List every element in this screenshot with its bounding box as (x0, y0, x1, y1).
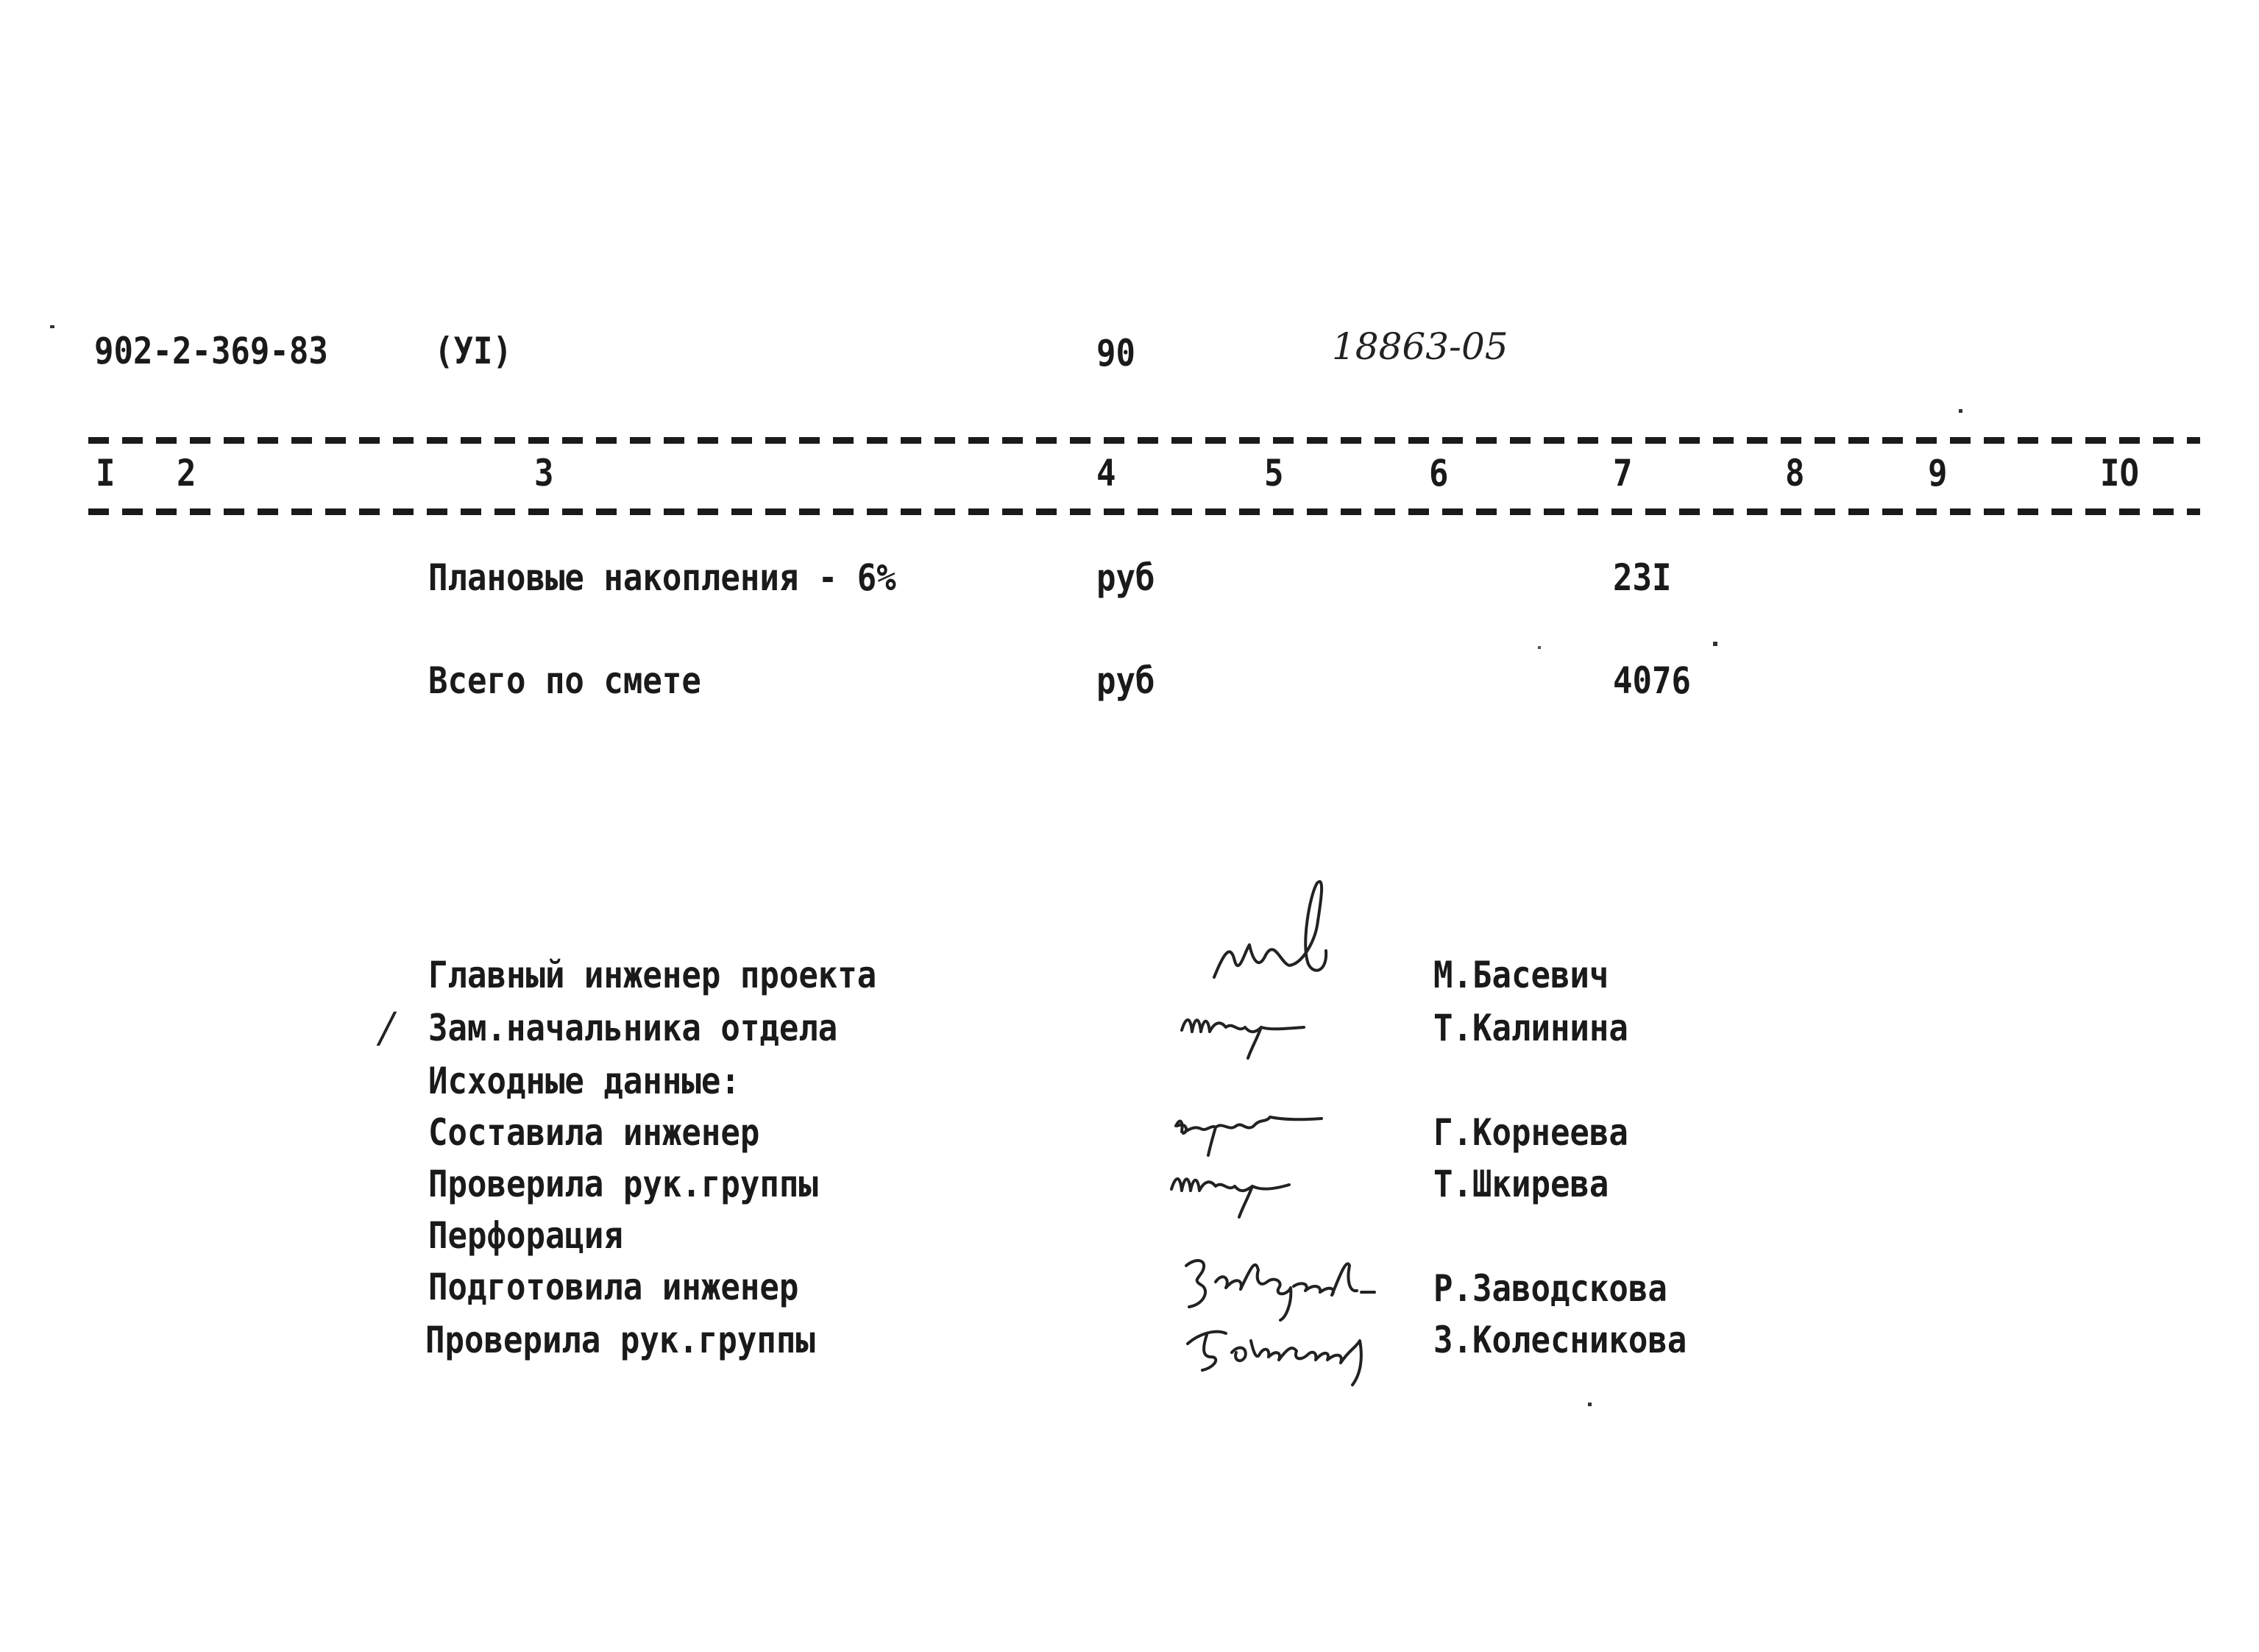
margin-mark: / (380, 1004, 394, 1052)
scan-speck (1538, 646, 1541, 649)
signature-role: Перфорация (428, 1214, 623, 1257)
signature-kalinina (1174, 998, 1322, 1064)
row-planned-savings-unit: руб (1096, 556, 1155, 599)
page-number: 90 (1096, 332, 1135, 375)
signature-role: Проверила рук.группы (428, 1163, 818, 1205)
signature-role: Исходные данные: (428, 1060, 740, 1102)
signature-role: Составила инженер (428, 1111, 760, 1154)
section-number: (УI) (434, 330, 512, 372)
scan-speck (50, 325, 54, 328)
signature-role: Зам.начальника отдела (428, 1007, 838, 1049)
signature-kolesnikova (1177, 1311, 1398, 1392)
signature-shkireva (1163, 1157, 1310, 1223)
row-total-unit: руб (1096, 659, 1155, 702)
signature-role: Проверила рук.группы (425, 1319, 815, 1361)
column-header-7: 7 (1613, 452, 1633, 494)
row-planned-savings-value: 23I (1613, 556, 1672, 599)
column-header-1: I (96, 452, 116, 494)
signatory-name: З.Колесникова (1433, 1319, 1687, 1361)
row-total-name: Всего по смете (428, 659, 701, 702)
row-total-value: 4076 (1613, 659, 1691, 702)
signatory-name: Р.Заводскова (1433, 1267, 1667, 1310)
signature-basevich (1207, 868, 1369, 993)
column-header-3: 3 (534, 452, 554, 494)
column-header-2: 2 (177, 452, 196, 494)
column-header-8: 8 (1785, 452, 1805, 494)
scan-speck (1959, 409, 1962, 413)
dashed-rule-bottom (88, 508, 2200, 515)
document-code: 902-2-369-83 (94, 330, 328, 372)
column-header-9: 9 (1928, 452, 1948, 494)
signature-korneeva (1167, 1096, 1336, 1163)
column-header-6: 6 (1429, 452, 1449, 494)
dashed-rule-top (88, 437, 2200, 444)
signature-role: Главный инженер проекта (428, 954, 877, 996)
signatory-name: Т.Калинина (1433, 1007, 1628, 1049)
column-header-4: 4 (1096, 452, 1116, 494)
signatory-name: М.Басевич (1433, 954, 1609, 996)
signature-role: Подготовила инженер (428, 1266, 799, 1308)
column-header-5: 5 (1264, 452, 1284, 494)
signatory-name: Т.Шкирева (1433, 1163, 1609, 1205)
handwritten-document-number: 18863-05 (1332, 325, 1508, 368)
signatory-name: Г.Корнеева (1433, 1111, 1628, 1154)
row-planned-savings-name: Плановые накопления - 6% (428, 556, 896, 599)
scan-speck (1713, 642, 1717, 646)
scan-speck (1588, 1403, 1592, 1406)
column-header-10: IO (2100, 452, 2139, 494)
